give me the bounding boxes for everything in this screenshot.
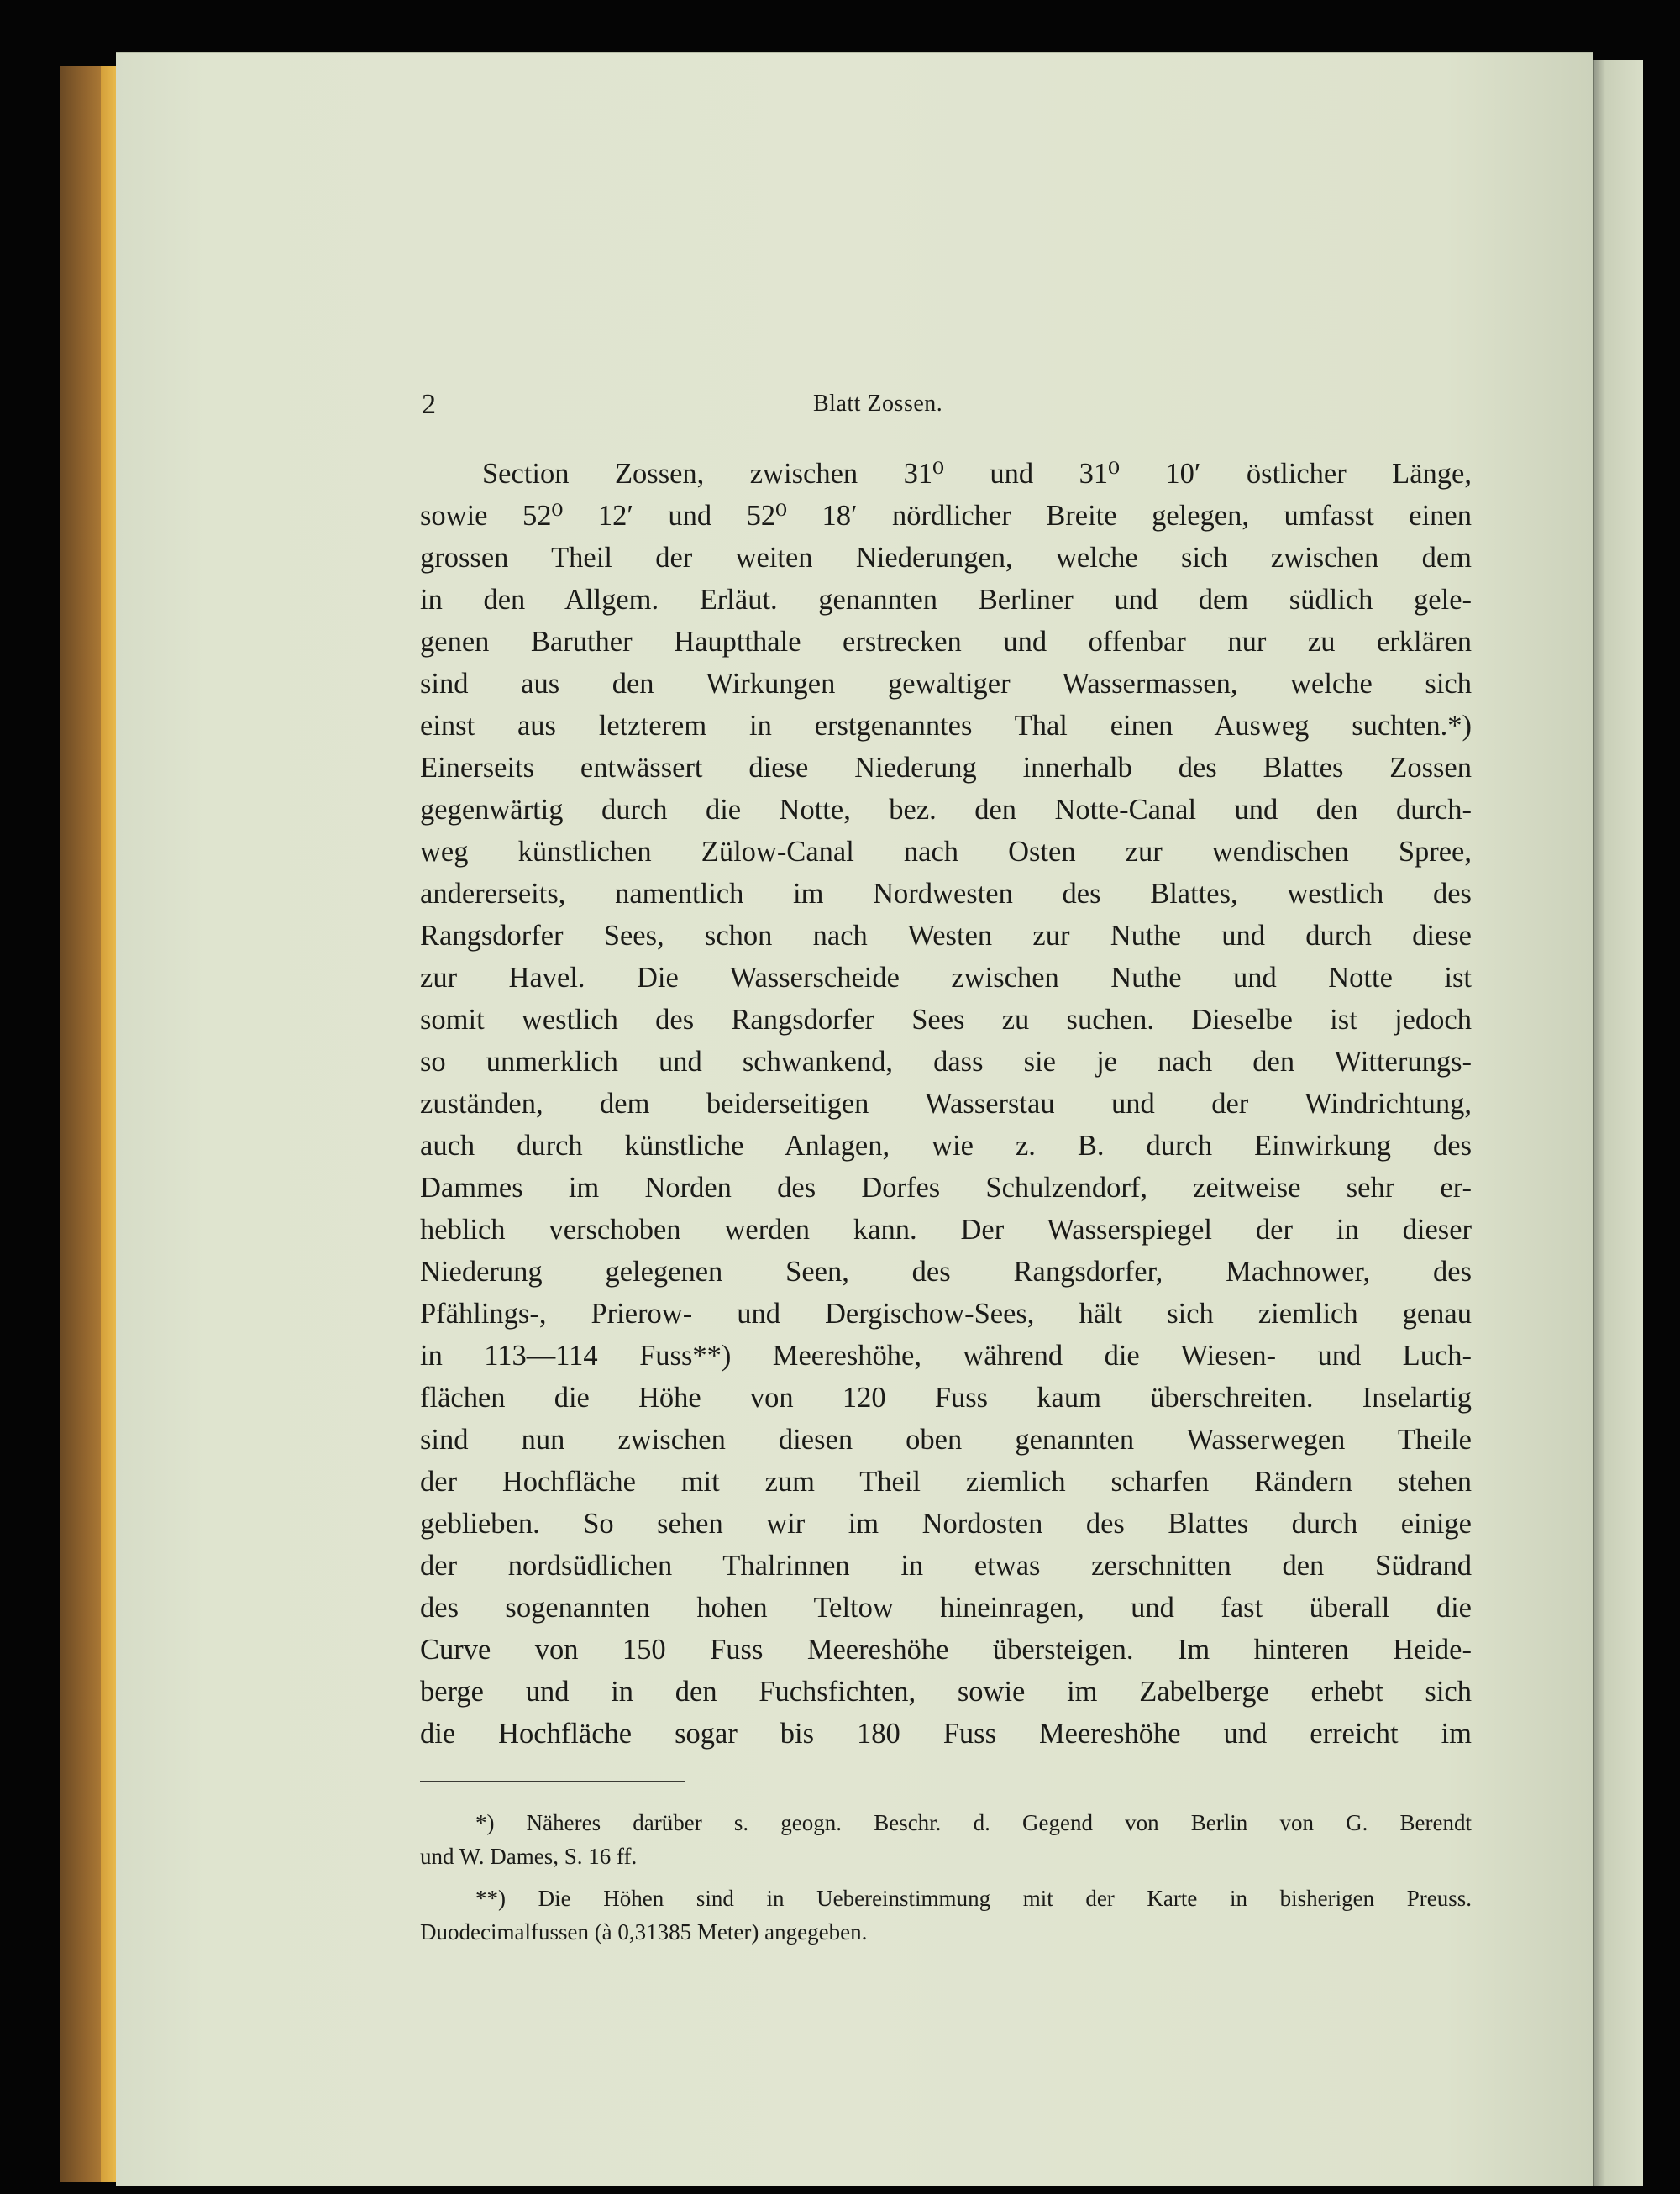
running-title: Blatt Zossen. [813, 391, 943, 417]
text-line: andererseits, namentlich im Nordwesten des Blattes, westlich des [420, 878, 1472, 910]
text-line: Pfählings-, Prierow- und Dergischow-Sees, hält sich ziemlich genau [420, 1298, 1472, 1330]
book-page-edges [101, 66, 116, 2182]
page-number: 2 [422, 389, 436, 420]
text-line: auch durch künstliche Anlagen, wie z. B. durch Einwirkung des [420, 1130, 1472, 1162]
body-text [420, 453, 1472, 1755]
text-line: so unmerklich und schwankend, dass sie je nach den Witterungs- [420, 1046, 1472, 1078]
footnote-line: **) Die Höhen sind in Uebereinstimmung mit der Karte in bisherigen Preuss. [475, 1886, 1472, 1911]
text-line: sind aus den Wirkungen gewaltiger Wassermassen, welche sich [420, 668, 1472, 700]
text-line: Einerseits entwässert diese Niederung innerhalb des Blattes Zossen [420, 752, 1472, 784]
text-line: Rangsdorfer Sees, schon nach Westen zur Nuthe und durch diese [420, 920, 1472, 952]
text-line: in den Allgem. Erläut. genannten Berliner und dem südlich gele- [420, 584, 1472, 616]
text-line: des sogenannten hohen Teltow hineinragen, und fast überall die [420, 1592, 1472, 1624]
text-line: Curve von 150 Fuss Meereshöhe übersteigen. Im hinteren Heide- [420, 1634, 1472, 1666]
footnotes [420, 1806, 1472, 1949]
text-line: genen Baruther Hauptthale erstrecken und offenbar nur zu erklären [420, 626, 1472, 658]
footnote-line: *) Näheres darüber s. geogn. Beschr. d. Gegend von Berlin von G. Berendt [475, 1810, 1472, 1835]
running-head [116, 389, 1593, 431]
next-page-edge [1593, 60, 1643, 2186]
text-line: berge und in den Fuchsfichten, sowie im Zabelberge erhebt sich [420, 1676, 1472, 1708]
text-line: somit westlich des Rangsdorfer Sees zu suchen. Dieselbe ist jedoch [420, 1004, 1472, 1036]
text-line: einst aus letzterem in erstgenanntes Thal einen Ausweg suchten.*) [420, 710, 1472, 742]
text-line: Dammes im Norden des Dorfes Schulzendorf, zeitweise sehr er- [420, 1172, 1472, 1204]
text-line: der Hochfläche mit zum Theil ziemlich scharfen Rändern stehen [420, 1466, 1472, 1498]
text-line: zuständen, dem beiderseitigen Wasserstau und der Windrichtung, [420, 1088, 1472, 1120]
footnote-line: und W. Dames, S. 16 ff. [420, 1844, 638, 1869]
text-line: weg künstlichen Zülow-Canal nach Osten zur wendischen Spree, [420, 836, 1472, 868]
text-line: geblieben. So sehen wir im Nordosten des Blattes durch einige [420, 1508, 1472, 1540]
text-line: die Hochfläche sogar bis 180 Fuss Meereshöhe und erreicht im [420, 1718, 1472, 1750]
text-line: der nordsüdlichen Thalrinnen in etwas zerschnitten den Südrand [420, 1550, 1472, 1582]
text-line: sowie 52⁰ 12′ und 52⁰ 18′ nördlicher Breite gelegen, umfasst einen [420, 500, 1472, 532]
text-line: flächen die Höhe von 120 Fuss kaum überschreiten. Inselartig [420, 1382, 1472, 1414]
text-line: grossen Theil der weiten Niederungen, welche sich zwischen dem [420, 542, 1472, 574]
text-line: zur Havel. Die Wasserscheide zwischen Nuthe und Notte ist [420, 962, 1472, 994]
footnote-line: Duodecimalfussen (à 0,31385 Meter) angegeben. [420, 1919, 868, 1945]
text-line: sind nun zwischen diesen oben genannten Wasserwegen Theile [420, 1424, 1472, 1456]
text-line: gegenwärtig durch die Notte, bez. den Notte-Canal und den durch- [420, 794, 1472, 826]
book-page [116, 52, 1593, 2186]
text-line: Section Zossen, zwischen 31⁰ und 31⁰ 10′ östlicher Länge, [482, 458, 1472, 490]
text-line: in 113—114 Fuss**) Meereshöhe, während die Wiesen- und Luch- [420, 1340, 1472, 1372]
text-line: heblich verschoben werden kann. Der Wasserspiegel der in dieser [420, 1214, 1472, 1246]
text-line: Niederung gelegenen Seen, des Rangsdorfer, Machnower, des [420, 1256, 1472, 1288]
footnote-rule [420, 1781, 685, 1782]
